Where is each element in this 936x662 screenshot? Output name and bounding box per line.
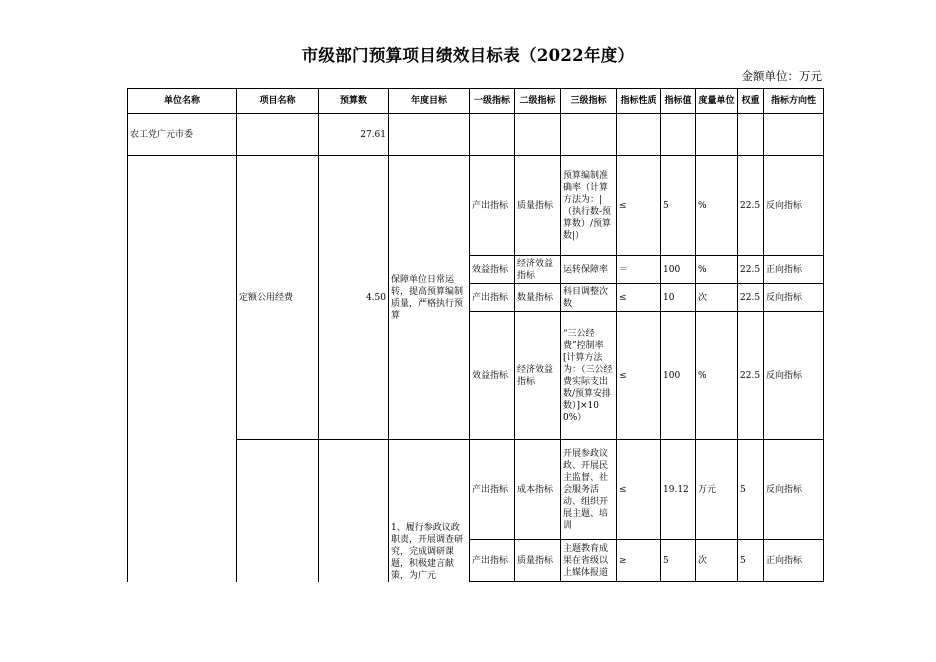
col-unit-name: 单位名称 — [128, 89, 237, 114]
project-goal-cell: 1、履行参政议政职责，开展调查研究，完成调研课题，积极建言献策，为广元 — [389, 440, 470, 582]
col-budget: 预算数 — [319, 89, 389, 114]
project-name-cell: 定额公用经费 — [237, 156, 319, 440]
col-value: 指标值 — [661, 89, 696, 114]
unit-summary-row — [128, 114, 824, 156]
col-direction: 指标方向性 — [764, 89, 824, 114]
project-goal-cell: 保障单位日常运转，提高预算编制质量，严格执行预算 — [389, 156, 470, 440]
performance-target-table — [127, 88, 824, 582]
table-row: 产出指标 数量指标 科目调整次数 ≤ 10 次 22.5 反向指标 — [128, 284, 824, 312]
col-measure-unit: 度量单位 — [696, 89, 738, 114]
col-annual-goal: 年度目标 — [389, 89, 470, 114]
col-weight: 权重 — [738, 89, 764, 114]
unit-budget-cell: 27.61 — [319, 114, 389, 156]
table-row: 效益指标 经济效益指标 “三公经费”控制率[计算方法为：（三公经费实际支出数/预算安排数）]×100%） ≤ 100 % 22.5 反向指标 — [128, 312, 824, 440]
col-level3: 三级指标 — [561, 89, 617, 114]
table-row: 1、履行参政议政职责，开展调查研究，完成调研课题，积极建言献策，为广元 产出指标 成本指标 开展参政议政、开展民主监督、社会服务活动、组织开展主题、培训 ≤ 19.12 万元 5 反向指标 — [128, 440, 824, 540]
col-project-name: 项目名称 — [237, 89, 319, 114]
table-row: 效益指标 经济效益指标 运转保障率 ＝ 100 % 22.5 正向指标 — [128, 256, 824, 284]
page-title: 市级部门预算项目绩效目标表（2022年度） — [301, 46, 635, 65]
table-row: 产出指标 质量指标 主题教育成果在省级以上媒体报道 ≥ 5 次 5 正向指标 — [128, 540, 824, 582]
header-row — [128, 89, 824, 114]
unit-name-cell: 农工党广元市委 — [128, 114, 237, 156]
col-level1: 一级指标 — [470, 89, 515, 114]
col-nature: 指标性质 — [617, 89, 661, 114]
amount-unit-label: 金额单位：万元 — [741, 69, 822, 83]
col-level2: 二级指标 — [515, 89, 561, 114]
table-row: 定额公用经费 4.50 保障单位日常运转，提高预算编制质量，严格执行预算 产出指标 质量指标 预算编制准确率（计算方法为：|（执行数-预算数）/预算数|） ≤ 5 % 22.5 反向指标 — [128, 156, 824, 256]
project-budget-cell: 4.50 — [319, 156, 389, 440]
